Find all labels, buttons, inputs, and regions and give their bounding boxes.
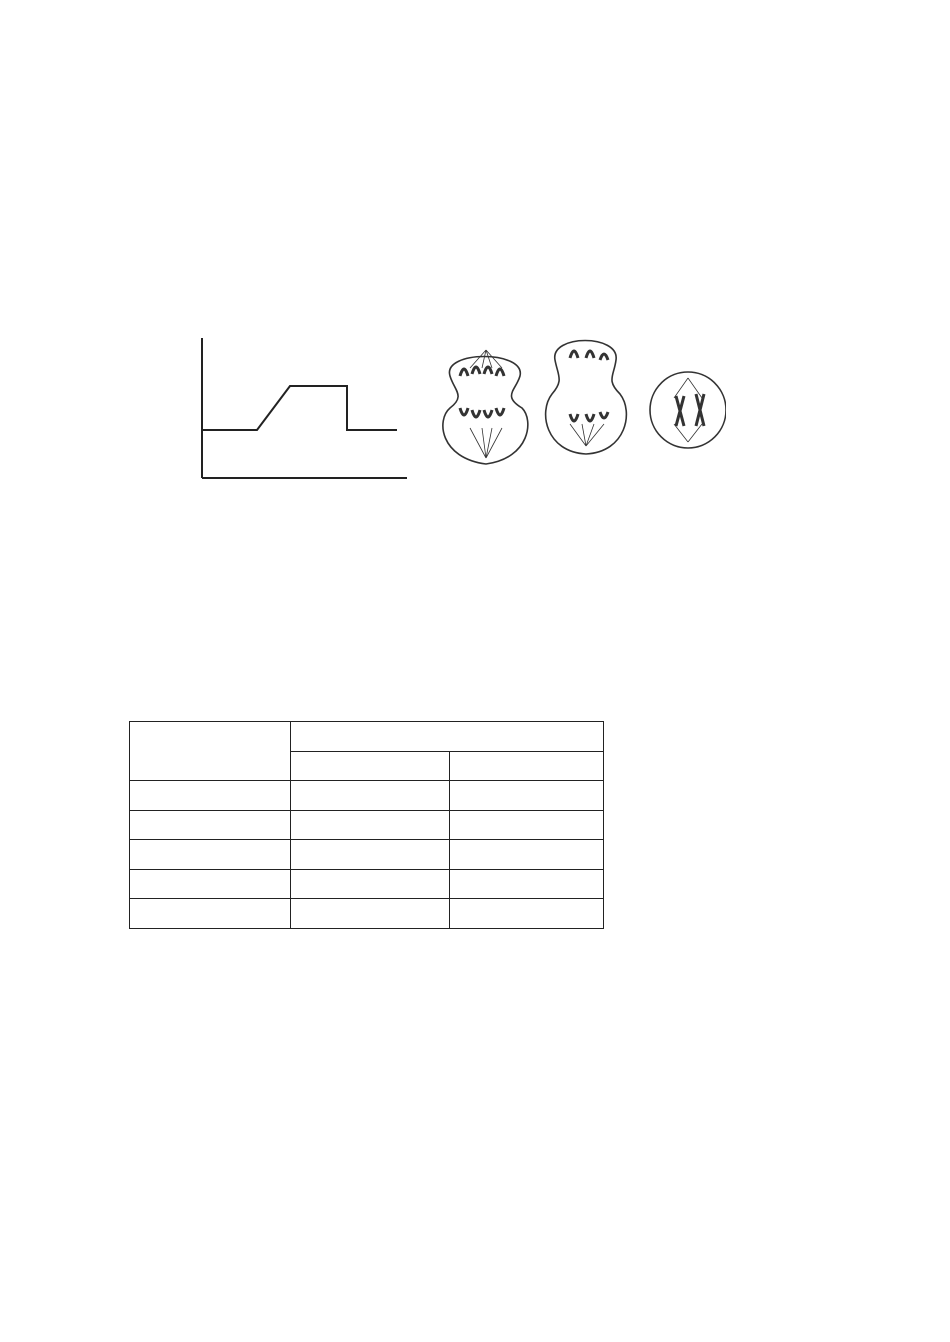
- cell-depth: [130, 899, 291, 929]
- cell-white: [291, 840, 450, 870]
- cell-black: [450, 869, 604, 899]
- cell-white: [291, 869, 450, 899]
- oxygen-table: [129, 721, 604, 929]
- header-white-bottle: [291, 751, 450, 781]
- cell-jia: [443, 350, 528, 464]
- cell-black: [450, 840, 604, 870]
- cell-black: [450, 781, 604, 811]
- table-row: [130, 781, 604, 811]
- header-depth: [130, 722, 291, 781]
- cell-white: [291, 899, 450, 929]
- header-black-bottle: [450, 751, 604, 781]
- cell-white: [291, 781, 450, 811]
- cell-depth: [130, 781, 291, 811]
- cell-white: [291, 810, 450, 840]
- cell-bing: [650, 372, 726, 448]
- cell-depth: [130, 869, 291, 899]
- q26-graphs: [88, 1002, 688, 1122]
- table-row: [130, 840, 604, 870]
- fig1-dna-curve: [202, 386, 397, 430]
- cell-yi: [546, 341, 627, 455]
- cell-black: [450, 810, 604, 840]
- header-o2-change: [291, 722, 604, 752]
- table-row: [130, 869, 604, 899]
- cell-depth: [130, 840, 291, 870]
- cell-depth: [130, 810, 291, 840]
- figure-2-cells: [430, 328, 726, 520]
- cell-black: [450, 899, 604, 929]
- figure-1-dna-graph: [172, 328, 420, 528]
- table-row: [130, 899, 604, 929]
- table-row: [130, 810, 604, 840]
